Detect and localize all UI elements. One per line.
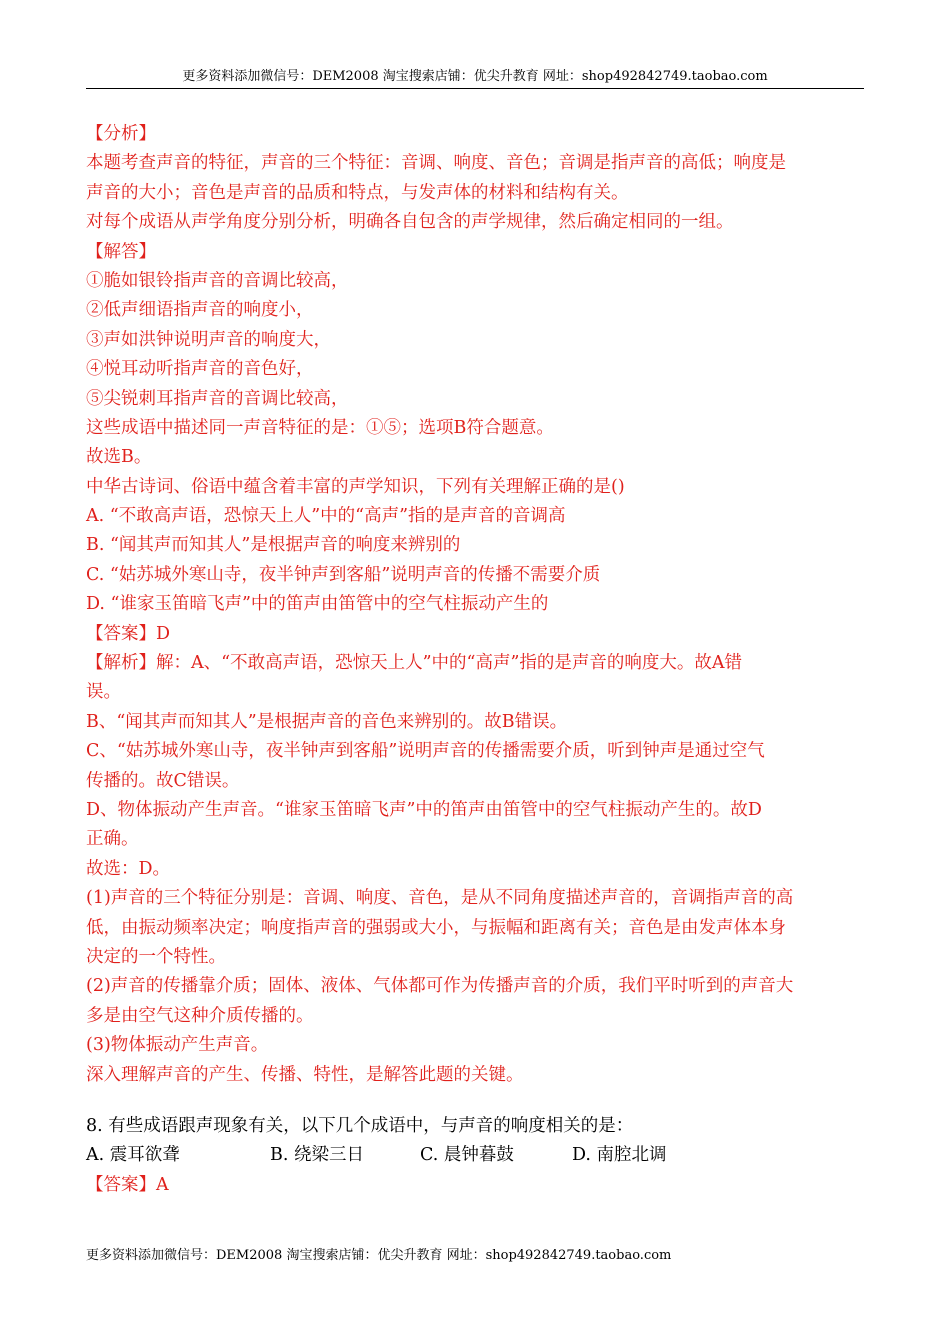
solution-choice: 故选B。 bbox=[86, 447, 152, 468]
explanation-text: C、“姑苏城外寒山寺，夜半钟声到客船”说明声音的传播需要介质，听到钟声是通过空气 bbox=[86, 741, 765, 762]
question-option: B. “闻其声而知其人”是根据声音的响度来辨别的 bbox=[86, 535, 461, 556]
explanation-text: 正确。 bbox=[86, 829, 139, 850]
notes-text: 深入理解声音的产生、传播、特性，是解答此题的关键。 bbox=[86, 1064, 524, 1085]
question8-options bbox=[86, 1141, 866, 1170]
answer-line: 【答案】D bbox=[86, 623, 171, 644]
question8-option-c: C. 晨钟暮鼓 bbox=[420, 1145, 514, 1166]
analysis-text: 本题考查声音的特征，声音的三个特征：音调、响度、音色；音调是指声音的高低；响度是 bbox=[86, 153, 786, 174]
notes-text: 低，由振动频率决定；响度指声音的强弱或大小，与振幅和距离有关；音色是由发声体本身 bbox=[86, 917, 786, 938]
analysis-text: 对每个成语从声学角度分别分析，明确各自包含的声学规律，然后确定相同的一组。 bbox=[86, 212, 734, 233]
notes-text: (3)物体振动产生声音。 bbox=[86, 1035, 269, 1056]
notes-text: (2)声音的传播靠介质；固体、液体、气体都可作为传播声音的介质，我们平时听到的声音大 bbox=[86, 976, 794, 997]
solution-item: ④悦耳动听指声音的音色好， bbox=[86, 359, 314, 380]
page-footer: 更多资料添加微信号：DEM2008 淘宝搜索店铺：优尖升教育 网址：shop492842749.taobao.com bbox=[86, 1248, 672, 1263]
page-header: 更多资料添加微信号：DEM2008 淘宝搜索店铺：优尖升教育 网址：shop492842749.taobao.com bbox=[86, 66, 864, 89]
explanation-text: 【解析】解：A、“不敢高声语，恐惊天上人”中的“高声”指的是声音的响度大。故A错 bbox=[86, 653, 743, 674]
question8-stem: 8. 有些成语跟声现象有关，以下几个成语中，与声音的响度相关的是： bbox=[86, 1115, 634, 1136]
question8-option-b: B. 绕梁三日 bbox=[270, 1145, 364, 1166]
question-stem: 中华古诗词、俗语中蕴含着丰富的声学知识，下列有关理解正确的是() bbox=[86, 476, 625, 497]
question-option: A. “不敢高声语，恐惊天上人”中的“高声”指的是声音的音调高 bbox=[86, 506, 566, 527]
document-body bbox=[86, 120, 866, 1200]
question-option: D. “谁家玉笛暗飞声”中的笛声由笛管中的空气柱振动产生的 bbox=[86, 594, 549, 615]
notes-text: 决定的一个特性。 bbox=[86, 946, 226, 967]
analysis-heading: 【分析】 bbox=[86, 124, 156, 144]
question8-option-d: D. 南腔北调 bbox=[572, 1145, 667, 1166]
explanation-text: 传播的。故C错误。 bbox=[86, 770, 240, 791]
explanation-text: 误。 bbox=[86, 682, 121, 703]
solution-item: ①脆如银铃指声音的音调比较高， bbox=[86, 270, 349, 291]
solution-text: 这些成语中描述同一声音特征的是：①⑤；选项B符合题意。 bbox=[86, 417, 554, 438]
solution-item: ③声如洪钟说明声音的响度大， bbox=[86, 329, 331, 350]
explanation-choice: 故选：D。 bbox=[86, 858, 171, 879]
question8-option-a: A. 震耳欲聋 bbox=[86, 1145, 180, 1166]
solution-item: ⑤尖锐刺耳指声音的音调比较高， bbox=[86, 388, 349, 409]
notes-text: (1)声音的三个特征分别是：音调、响度、音色，是从不同角度描述声音的，音调指声音的高 bbox=[86, 888, 794, 909]
explanation-text: B、“闻其声而知其人”是根据声音的音色来辨别的。故B错误。 bbox=[86, 711, 568, 732]
question8-answer: 【答案】A bbox=[86, 1174, 169, 1195]
notes-text: 多是由空气这种介质传播的。 bbox=[86, 1005, 314, 1026]
analysis-text: 声音的大小；音色是声音的品质和特点，与发声体的材料和结构有关。 bbox=[86, 182, 629, 203]
explanation-text: D、物体振动产生声音。“谁家玉笛暗飞声”中的笛声由笛管中的空气柱振动产生的。故D bbox=[86, 799, 762, 820]
solution-item: ②低声细语指声音的响度小， bbox=[86, 300, 314, 321]
question-option: C. “姑苏城外寒山寺，夜半钟声到客船”说明声音的传播不需要介质 bbox=[86, 564, 601, 585]
solution-heading: 【解答】 bbox=[86, 241, 156, 262]
